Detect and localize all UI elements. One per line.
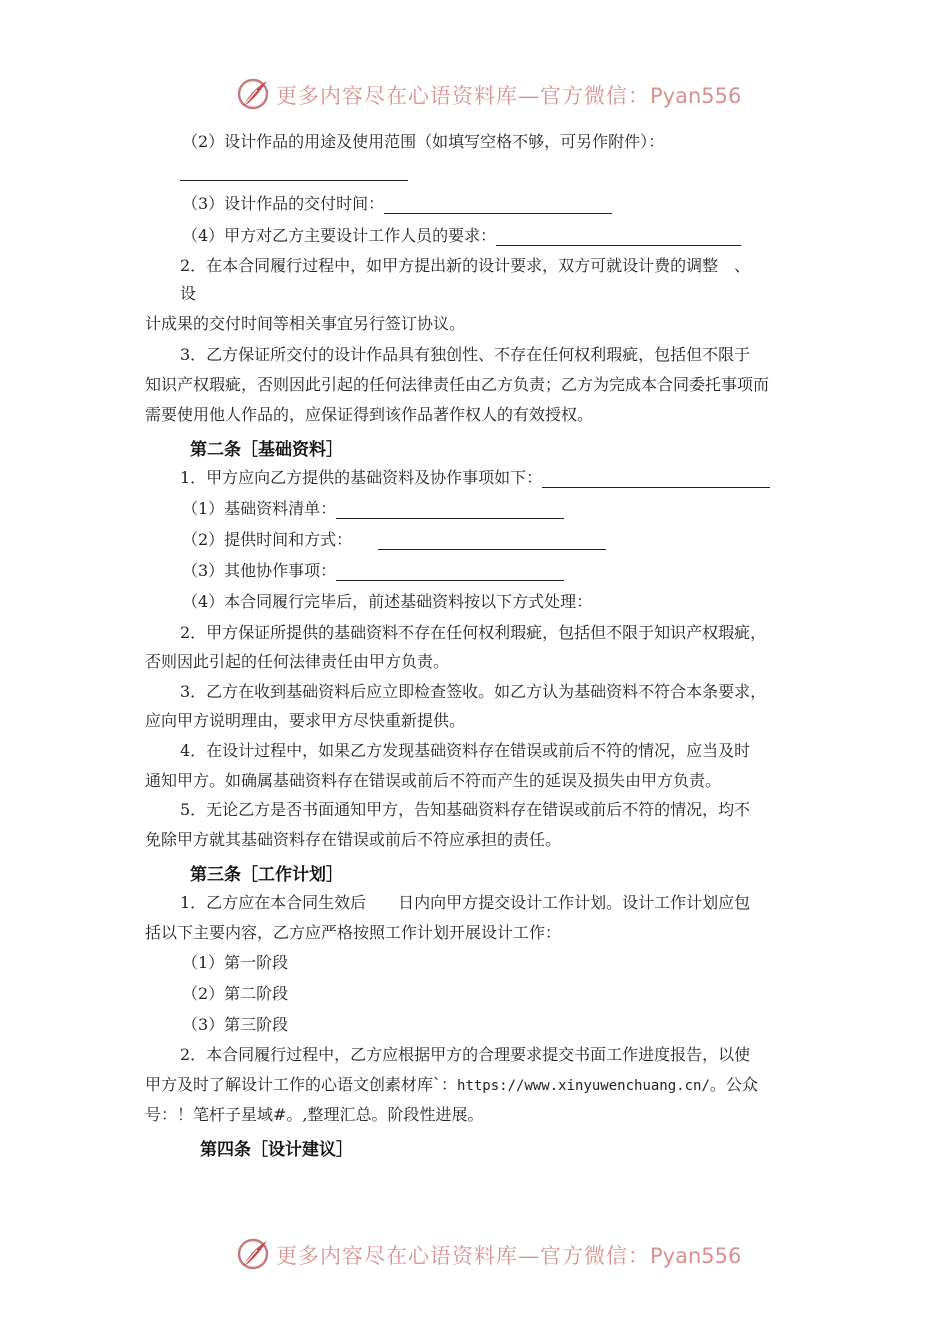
feather-pen-logo-icon bbox=[235, 1236, 271, 1272]
article-3-heading: 第三条［工作计划］ bbox=[190, 865, 343, 885]
art3-stage-3: （3）第三阶段 bbox=[182, 1015, 289, 1034]
blank-provide-time bbox=[378, 533, 606, 550]
art2-item-1 bbox=[182, 499, 564, 519]
watermark-wechat-id: Pyan556 bbox=[650, 84, 742, 108]
art2-para-4-line-1: 4．在设计过程中，如果乙方发现基础资料存在错误或前后不符的情况，应当及时 bbox=[180, 741, 751, 760]
art2-item-4: （4）本合同履行完毕后，前述基础资料按以下方式处理： bbox=[182, 592, 593, 611]
blank-materials bbox=[542, 471, 770, 488]
art2-para-2-line-2: 否则因此引起的任何法律责任由甲方负责。 bbox=[145, 652, 450, 671]
art3-para-2-text: 甲方及时了解设计工作的心语文创素材库`： bbox=[145, 1075, 458, 1094]
source-url: https://www.xinyuwenchuang.cn/ bbox=[457, 1078, 710, 1094]
footer-watermark-banner bbox=[0, 1236, 950, 1276]
para-2-line-1: 2．在本合同履行过程中，如甲方提出新的设计要求，双方可就设计费的调整 、 bbox=[180, 256, 751, 275]
para-3-line-3: 需要使用他人作品的，应保证得到该作品著作权人的有效授权。 bbox=[145, 405, 594, 424]
item-2-usage-scope: （2）设计作品的用途及使用范围（如填写空格不够，可另作附件）： bbox=[182, 132, 665, 151]
item-4-staff-requirements bbox=[182, 226, 741, 246]
para-2-line-2: 设 bbox=[180, 284, 197, 303]
art2-para-3-line-1: 3．乙方在收到基础资料后应立即检查签收。如乙方认为基础资料不符合本条要求， bbox=[180, 682, 767, 701]
art2-item-2 bbox=[182, 530, 606, 550]
art3-para-2-line-1: 2．本合同履行过程中，乙方应根据甲方的合理要求提交书面工作进度报告，以使 bbox=[180, 1045, 751, 1064]
blank-other-matters bbox=[336, 564, 564, 581]
para-2-line-3: 计成果的交付时间等相关事宜另行签订协议。 bbox=[145, 314, 466, 333]
art3-para-1-line-2: 括以下主要内容，乙方应严格按照工作计划开展设计工作： bbox=[145, 923, 562, 942]
blank-staff-requirements bbox=[496, 229, 741, 246]
art3-para-1-line-1: 1．乙方应在本合同生效后 日内向甲方提交设计工作计划。设计工作计划应包 bbox=[180, 893, 751, 912]
article-4-heading: 第四条［设计建议］ bbox=[200, 1140, 353, 1160]
feather-pen-logo-icon bbox=[235, 76, 271, 112]
blank-materials-list bbox=[336, 502, 564, 519]
art3-stage-1: （1）第一阶段 bbox=[182, 953, 289, 972]
art2-para-1-text: 1．甲方应向乙方提供的基础资料及协作事项如下： bbox=[180, 468, 543, 487]
watermark-text bbox=[276, 1240, 741, 1270]
watermark-label: 更多内容尽在心语资料库—官方微信： bbox=[276, 84, 650, 108]
art2-para-5-line-2: 免除甲方就其基础资料存在错误或前后不符应承担的责任。 bbox=[145, 830, 562, 849]
art2-item-1-label: （1）基础资料清单： bbox=[182, 499, 337, 518]
watermark-text bbox=[276, 80, 741, 110]
art2-para-5-line-1: 5．无论乙方是否书面通知甲方，告知基础资料存在错误或前后不符的情况，均不 bbox=[180, 800, 751, 819]
blank-line-usage-scope bbox=[180, 180, 408, 181]
item-3-label: （3）设计作品的交付时间： bbox=[182, 194, 385, 213]
para-3-line-2: 知识产权瑕疵，否则因此引起的任何法律责任由乙方负责；乙方为完成本合同委托事项而 bbox=[145, 375, 770, 394]
blank-delivery-time bbox=[384, 197, 612, 214]
art3-stage-2: （2）第二阶段 bbox=[182, 984, 289, 1003]
art2-item-3 bbox=[182, 561, 564, 581]
art2-para-1 bbox=[180, 468, 770, 488]
item-4-label: （4）甲方对乙方主要设计工作人员的要求： bbox=[182, 226, 497, 245]
art2-para-3-line-2: 应向甲方说明理由，要求甲方尽快重新提供。 bbox=[145, 711, 466, 730]
art2-item-2-label: （2）提供时间和方式： bbox=[182, 530, 353, 549]
art2-para-4-line-2: 通知甲方。如确属基础资料存在错误或前后不符而产生的延误及损失由甲方负责。 bbox=[145, 771, 722, 790]
watermark-label: 更多内容尽在心语资料库—官方微信： bbox=[276, 1244, 650, 1268]
article-2-heading: 第二条［基础资料］ bbox=[190, 440, 343, 460]
para-3-line-1: 3．乙方保证所交付的设计作品具有独创性、不存在任何权利瑕疵，包括但不限于 bbox=[180, 345, 751, 364]
art2-item-3-label: （3）其他协作事项： bbox=[182, 561, 337, 580]
item-3-delivery-time bbox=[182, 194, 612, 214]
art3-para-2-tail: 。公众 bbox=[709, 1075, 758, 1094]
art3-para-2-line-3: 号：！笔杆子星域#。,整理汇总。阶段性进展。 bbox=[145, 1105, 484, 1124]
art3-para-2-line-2 bbox=[145, 1075, 758, 1096]
header-watermark-banner bbox=[0, 76, 950, 116]
watermark-wechat-id: Pyan556 bbox=[650, 1244, 742, 1268]
art2-para-2-line-1: 2．甲方保证所提供的基础资料不存在任何权利瑕疵，包括但不限于知识产权瑕疵， bbox=[180, 623, 767, 642]
